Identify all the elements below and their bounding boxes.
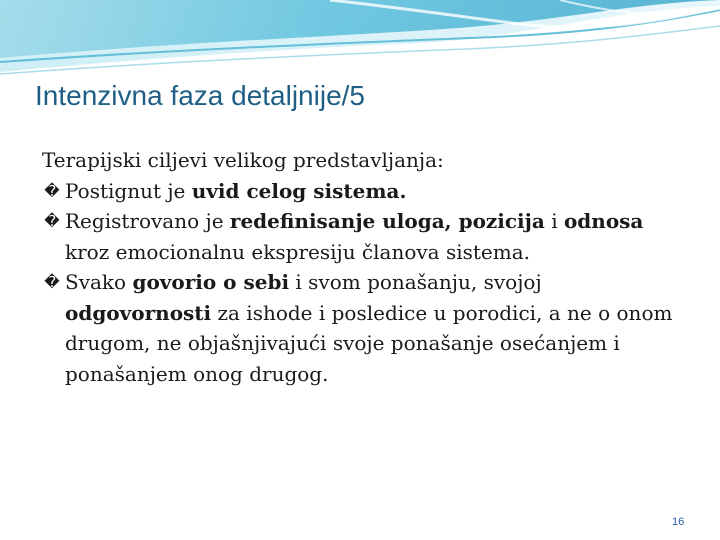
bullet-text-bold: odgovornosti xyxy=(65,300,212,325)
bullet-text-bold: govorio o sebi xyxy=(132,270,290,294)
bullet-item xyxy=(42,267,692,389)
bullet-text: za ishode i posledice u porodici, a ne o onom drugom, ne objašnjivajući svoje ponašanje osećanjem i ponašanjem onog drugog. xyxy=(65,300,673,386)
bullet-text: i svom ponašanju, svojoj xyxy=(289,270,542,294)
bullet-text-bold: odnosa xyxy=(563,209,644,233)
bullet-text: i xyxy=(544,209,564,233)
bullet-text-bold: uvid celog sistema. xyxy=(191,178,407,203)
bullet-item xyxy=(42,176,692,207)
bullet-glyph-icon: � xyxy=(44,212,60,230)
bullet-text: Svako xyxy=(65,270,133,294)
bullet-text: Registrovano je xyxy=(65,209,230,233)
decorative-wave-banner xyxy=(0,0,720,80)
bullet-text-bold: redefinisanje uloga, pozicija xyxy=(229,209,545,233)
bullet-glyph-icon: � xyxy=(44,273,60,291)
bullet-glyph-icon: � xyxy=(44,181,60,200)
intro-line: Terapijski ciljevi velikog predstavljanja: xyxy=(42,148,444,172)
slide-body xyxy=(42,145,692,389)
page-number: 16 xyxy=(672,516,685,528)
bullet-text: kroz emocionalnu ekspresiju članova sistema. xyxy=(65,239,530,264)
bullet-text: Postignut je xyxy=(65,178,192,203)
slide-title: Intenzivna faza detaljnije/5 xyxy=(35,80,365,111)
bullet-item xyxy=(42,206,692,267)
